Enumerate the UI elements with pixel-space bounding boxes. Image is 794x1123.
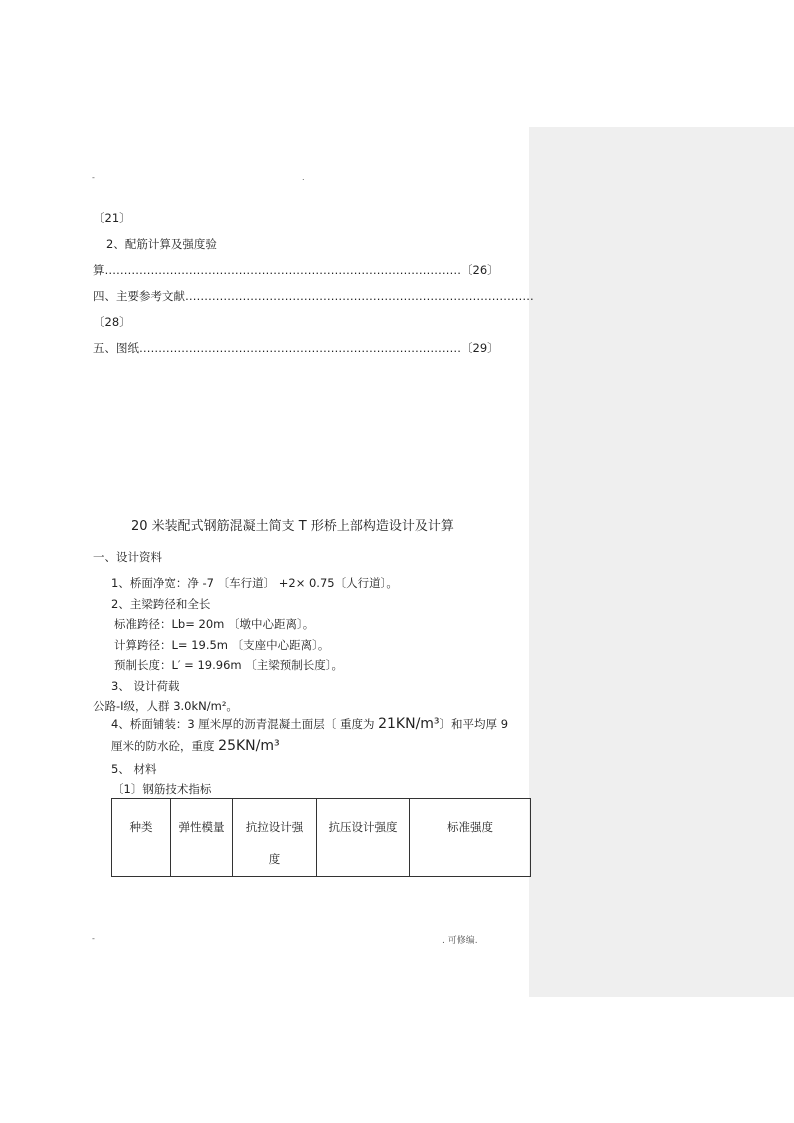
table-header-row: [112, 799, 531, 877]
toc-item-4: 四、主要参考文献……………………………………………………………………………….: [93, 289, 534, 303]
toc-item-2-line1: 2、配筋计算及强度验: [106, 237, 217, 251]
calc-span-line: 计算跨径：L= 19.5m 〔支座中心距离〕。: [114, 638, 330, 652]
document-title: 20 米装配式钢筋混凝土简支 T 形桥上部构造设计及计算: [131, 519, 454, 534]
rebar-spec-heading: 〔1〕钢筋技术指标: [112, 782, 212, 796]
asphalt-density: 21KN/m³: [378, 716, 440, 732]
header-cell-type: 种类: [112, 799, 171, 877]
load-heading: 3、 设计荷载: [111, 679, 180, 693]
section-heading-1: 一、设计资料: [93, 550, 162, 564]
deck-paving-text-a: 4、桥面铺装：3 厘米厚的沥青混凝土面层〔 重度为: [111, 717, 379, 731]
waterproof-text-a: 厘米的防水砼，重度: [111, 739, 219, 753]
standard-span-line: 标准跨径：Lb= 20m 〔墩中心距离〕。: [114, 617, 315, 631]
load-line: 公路-Ⅰ级，人群 3.0kN/m²。: [93, 699, 238, 713]
deck-paving-text-c: 〕和平均厚 9: [439, 717, 509, 731]
materials-heading: 5、 材料: [111, 762, 157, 776]
toc-ref-28: 〔28〕: [93, 315, 131, 329]
header-cell-modulus: 弹性模量: [171, 799, 233, 877]
header-right-mark: .: [302, 173, 305, 182]
deck-paving-line: [111, 716, 508, 732]
toc-item-2-line2: 算…………………………………………………………………………………〔26〕: [93, 263, 499, 277]
toc-ref-21: 〔21〕: [93, 211, 131, 225]
header-cell-tensile: 抗拉设计强 度: [233, 799, 317, 877]
concrete-density: 25KN/m³: [218, 738, 280, 754]
deck-width-line: 1、桥面净宽：净 -7 〔车行道〕 +2× 0.75〔人行道〕。: [111, 576, 398, 590]
precast-length-line: 预制长度：L′ = 19.96m 〔主梁预制长度〕。: [114, 658, 343, 672]
span-heading: 2、主梁跨径和全长: [111, 597, 211, 611]
header-left-mark: -: [92, 173, 95, 182]
toc-item-5: 五、图纸…………………………………………………………………………〔29〕: [93, 341, 499, 355]
comment-pane: [529, 127, 794, 997]
rebar-spec-table: [111, 798, 531, 877]
waterproof-line: [111, 738, 280, 754]
header-cell-standard: 标准强度: [410, 799, 531, 877]
header-cell-compressive: 抗压设计强度: [317, 799, 410, 877]
footer-left-mark: -: [92, 934, 95, 943]
footer-editable-note: . 可修编.: [442, 936, 478, 946]
